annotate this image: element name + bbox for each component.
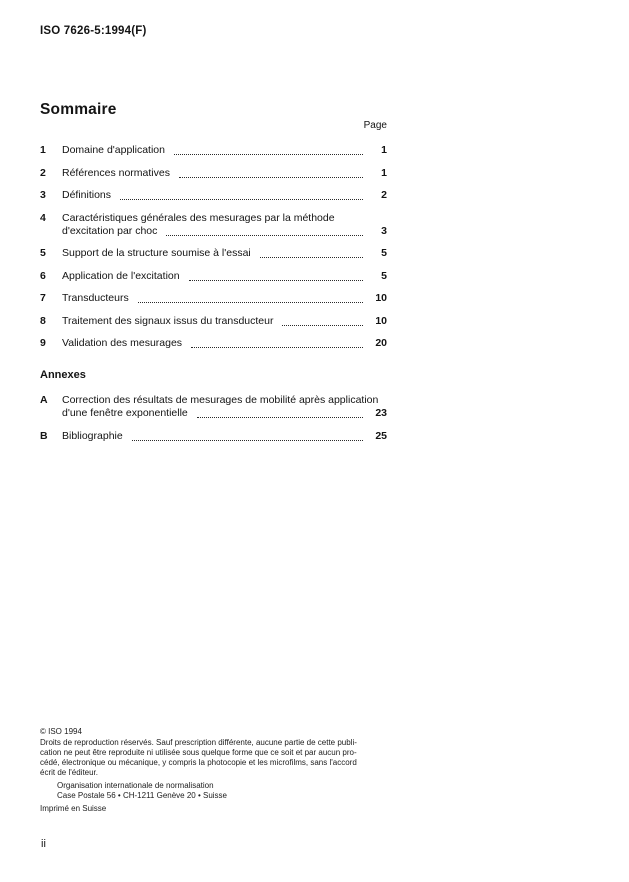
toc-entry-page: 5 <box>381 269 387 282</box>
annex-entry-letter: A <box>40 394 48 406</box>
toc-entry-title: Application de l'excitation <box>62 269 180 282</box>
toc-entry-title: Validation des mesurages <box>62 337 183 349</box>
toc-entry-page: 20 <box>375 337 387 349</box>
toc-entry-number: 8 <box>40 314 46 327</box>
toc-entry-title: Transducteurs <box>62 292 129 304</box>
annex-entry <box>40 394 387 420</box>
toc-entry-number: 1 <box>40 144 46 156</box>
rights-line: Droits de reproduction réservés. Sauf prescription différente, aucune partie de cette publi- <box>40 738 357 747</box>
dot-leader <box>189 270 363 283</box>
dot-leader <box>179 167 363 180</box>
toc-entry-page: 2 <box>381 189 387 201</box>
toc-entry-page: 1 <box>381 166 387 179</box>
annex-entry <box>40 430 387 443</box>
toc-entry-page: 1 <box>381 144 387 156</box>
toc-entry-number: 6 <box>40 269 46 282</box>
toc-entry-number: 5 <box>40 247 46 259</box>
annexes-heading: Annexes <box>40 369 86 381</box>
page-folio: ii <box>41 838 46 850</box>
toc-entry-title: Domaine d'application <box>62 144 165 156</box>
toc-entry <box>40 315 387 328</box>
annex-entry-letter: B <box>40 429 48 442</box>
toc-entry-number: 7 <box>40 292 46 304</box>
rights-line: cation ne peut être reproduite ni utilisée sous quelque forme que ce soit et par aucun pro- <box>40 748 357 757</box>
toc-entry-number: 2 <box>40 166 46 179</box>
annex-entry-title: Bibliographie <box>62 429 123 442</box>
publisher-address: Case Postale 56 • CH-1211 Genève 20 • Suisse <box>57 791 227 800</box>
toc-entry-title: Traitement des signaux issus du transducteur <box>62 314 274 327</box>
toc-entry-number: 3 <box>40 189 46 201</box>
dot-leader <box>260 247 363 260</box>
dot-leader <box>138 292 363 305</box>
toc-entry-title: Références normatives <box>62 166 170 179</box>
annex-entry-page: 23 <box>375 407 387 419</box>
dot-leader <box>191 337 363 350</box>
toc-entry-body <box>62 212 387 238</box>
toc-entry <box>40 189 387 202</box>
imprint-block <box>40 727 392 814</box>
dot-leader <box>197 407 363 420</box>
toc-entry-page: 10 <box>375 314 387 327</box>
dot-leader <box>166 225 363 238</box>
toc-entry-title: Support de la structure soumise à l'essai <box>62 247 251 259</box>
toc-entry-page: 5 <box>381 247 387 259</box>
rights-line: cédé, électronique ou mécanique, y compris la photocopie et les microfilms, sans l'accord <box>40 758 357 767</box>
toc-entry <box>40 212 387 238</box>
page-column-label: Page <box>363 120 387 131</box>
toc-content <box>40 101 387 452</box>
annex-list <box>40 394 387 443</box>
toc-entry-title-continued: d'excitation par choc <box>62 224 158 237</box>
dot-leader <box>174 144 363 157</box>
toc-title: Sommaire <box>40 101 117 118</box>
toc-entry-page: 10 <box>375 292 387 304</box>
toc-entry-number: 9 <box>40 337 46 349</box>
copyright-line: © ISO 1994 <box>40 727 82 736</box>
rights-paragraph <box>40 738 392 778</box>
toc-entry <box>40 247 387 260</box>
publisher-name: Organisation internationale de normalisation <box>57 781 214 790</box>
dot-leader <box>120 189 363 202</box>
annex-entry-body <box>62 394 387 420</box>
toc-entry <box>40 337 387 350</box>
toc-entry <box>40 167 387 180</box>
toc-entry <box>40 292 387 305</box>
toc-list <box>40 144 387 350</box>
dot-leader <box>132 430 363 443</box>
toc-entry <box>40 270 387 283</box>
annex-entry-title: Correction des résultats de mesurages de mobilité après application <box>62 394 379 406</box>
toc-entry <box>40 144 387 157</box>
publisher-block <box>57 781 392 801</box>
annex-entry-title-continued: d'une fenêtre exponentielle <box>62 407 188 419</box>
toc-entry-title: Définitions <box>62 189 112 201</box>
toc-entry-number: 4 <box>40 211 46 224</box>
toc-entry-title: Caractéristiques générales des mesurages par la méthode <box>62 211 335 224</box>
dot-leader <box>282 315 363 328</box>
annex-entry-page: 25 <box>375 429 387 442</box>
printed-in-line: Imprimé en Suisse <box>40 804 107 813</box>
rights-line: écrit de l'éditeur. <box>40 768 99 777</box>
document-reference: ISO 7626-5:1994(F) <box>40 25 147 37</box>
toc-entry-page: 3 <box>381 224 387 237</box>
